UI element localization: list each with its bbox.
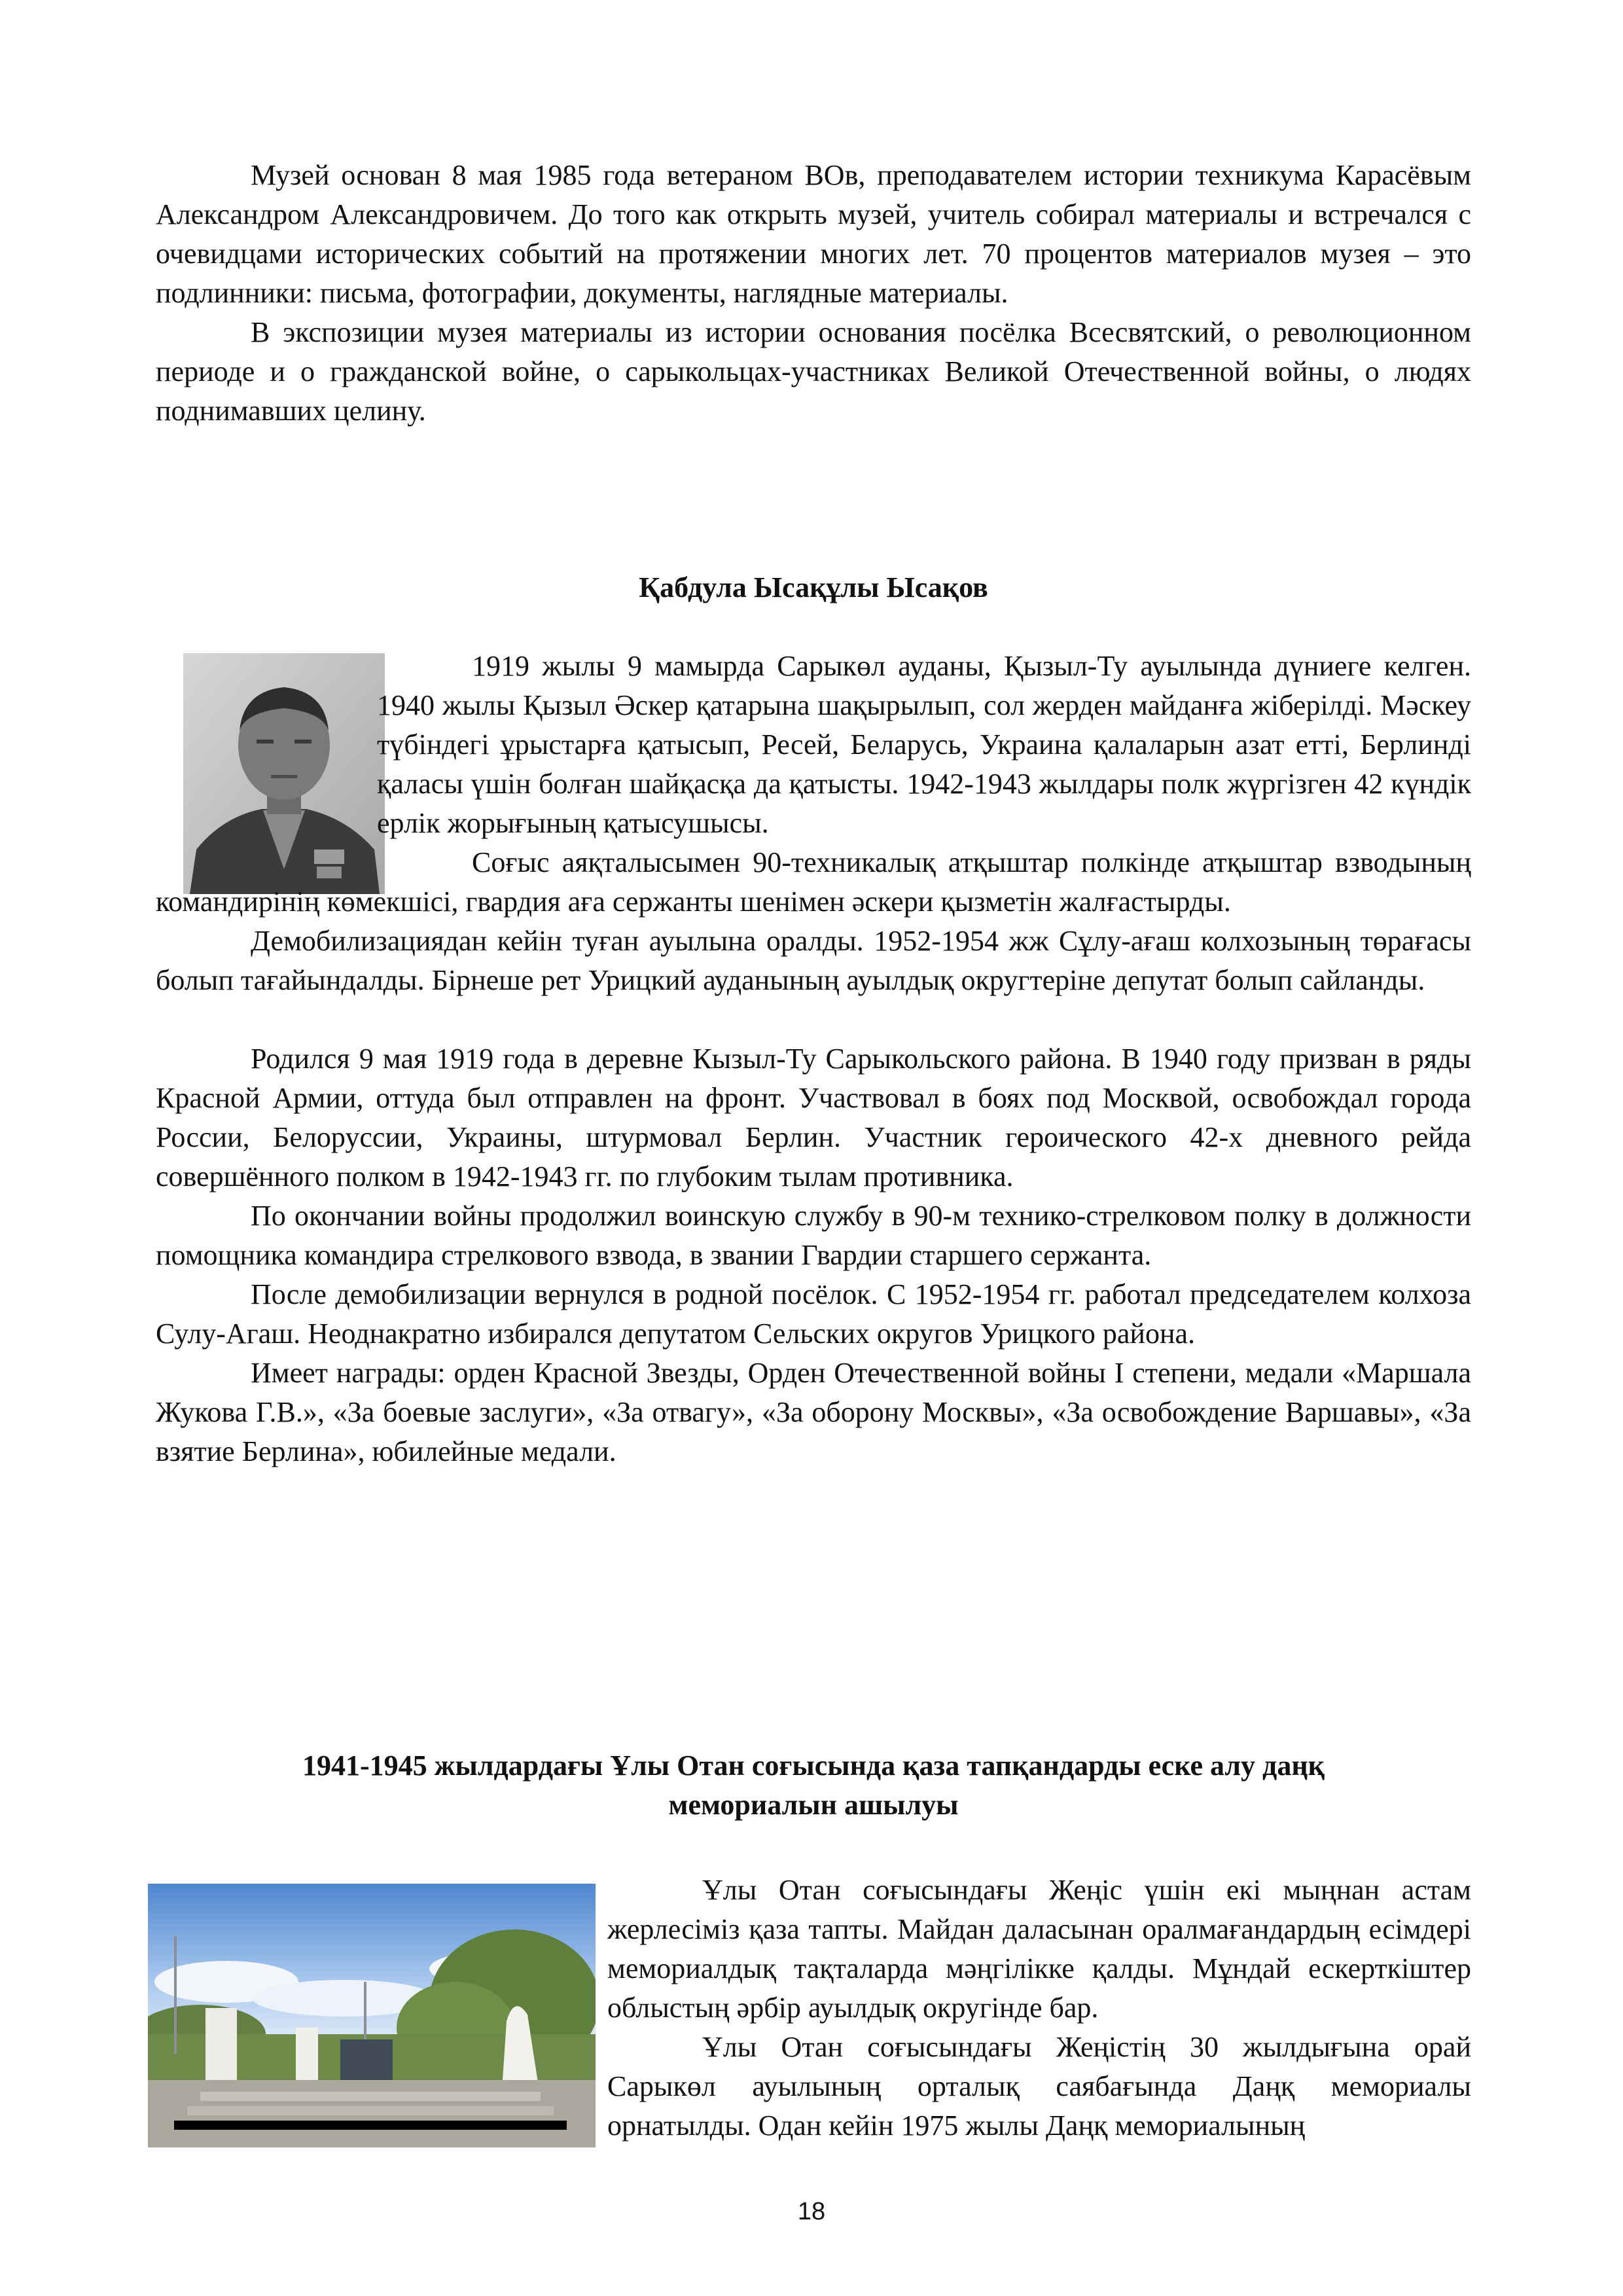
veteran-ru-paragraph-3: После демобилизации вернулся в родной посёлок. С 1952-1954 гг. работал председателем колхоза Сулу-Агаш. Неоднакратно избирался депутатом Сельских округов Урицкого района. xyxy=(156,1278,1471,1350)
veteran-kz-paragraph-1: 1919 жылы 9 мамырда Сарыкөл ауданы, Қызыл-Ту ауылында дүниеге келген. 1940 жылы Қызыл Әскер қатарына шақырылып, сол жерден майданға жіберілді. Мәскеу түбіндегі ұрыстарға қатысып, Ресей, Беларусь, Украина қалаларын азат етті, Берлинді қаласы үшін болған шайқасқа да қатысты. 1942-1943 жылдары полк жүргізген 42 күндік ерлік жорығының қатысушысы. xyxy=(377,650,1471,839)
portrait-wrap-space xyxy=(156,647,377,882)
memorial-paragraph-2: Ұлы Отан соғысындағы Жеңістің 30 жылдығына орай Сарыкөл ауылының орталық саябағында Даңқ мемориалы орнатылды. Одан кейін 1975 жылы Даңқ мемориалының xyxy=(607,2031,1471,2142)
memorial-wrap-space xyxy=(156,1871,607,2152)
memorial-title-line-1: 1941-1945 жылдардағы Ұлы Отан соғысында қаза тапқандарды еске алу даңқ xyxy=(302,1749,1325,1782)
veteran-ru-paragraph-2: По окончании войны продолжил воинскую службу в 90-м технико-стрелковом полку в должности помощника командира стрелкового взвода, в звании Гвардии старшего сержанта. xyxy=(156,1200,1471,1271)
veteran-title: Қабдула Ысақұлы Ысақов xyxy=(639,571,988,603)
memorial-heading-block xyxy=(156,1746,1471,1825)
paragraph-gap xyxy=(156,1000,1471,1039)
museum-paragraph-2: В экспозиции музея материалы из истории основания посёлка Всесвятский, о революционном периоде и о гражданской войне, о сарыкольцах-участниках Великой Отечественной войны, о людях поднимавших целину. xyxy=(156,316,1471,427)
museum-paragraph-1: Музей основан 8 мая 1985 года ветераном ВОв, преподавателем истории техникума Карасёвым Александром Александровичем. До того как открыть музей, учитель собирал материалы и встречался с очевидцами исторических событий на протяжении многих лет. 70 процентов материалов музея – это подлинники: письма, фотографии, документы, наглядные материалы. xyxy=(156,159,1471,309)
memorial-title-line-2: мемориалын ашылуы xyxy=(668,1789,959,1821)
memorial-text xyxy=(156,1871,1471,2152)
veteran-heading-block xyxy=(156,568,1471,607)
museum-section xyxy=(156,156,1471,431)
veteran-ru-paragraph-4: Имеет награды: орден Красной Звезды, Орден Отечественной войны I степени, медали «Маршала Жукова Г.В.», «За боевые заслуги», «За отвагу», «За оборону Москвы», «За освобождение Варшавы», «За взятие Берлина», юбилейные медали. xyxy=(156,1357,1471,1467)
page-number: 18 xyxy=(797,2198,826,2225)
veteran-kz-paragraph-3: Демобилизациядан кейін туған ауылына оралды. 1952-1954 жж Сұлу-ағаш колхозының төрағасы болып тағайындалды. Бірнеше рет Урицкий ауданының ауылдық округтеріне депутат болып сайланды. xyxy=(156,925,1471,996)
veteran-ru-paragraph-1: Родился 9 мая 1919 года в деревне Кызыл-Ту Сарыкольского района. В 1940 году призван в ряды Красной Армии, оттуда был отправлен на фронт. Участвовал в боях под Москвой, освобождал города России, Белоруссии, Украины, штурмовал Берлин. Участник героического 42-х дневного рейда совершённого полком в 1942-1943 гг. по глубоким тылам противника. xyxy=(156,1043,1471,1193)
veteran-biography xyxy=(156,647,1471,1471)
memorial-paragraph-1: Ұлы Отан соғысындағы Жеңіс үшін екі мыңнан астам жерлесіміз қаза тапты. Майдан даласынан оралмағандардың есімдері мемориалдық тақталарда мәңгілікке қалды. Мұндай ескерткіштер облыстың әрбір ауылдық округінде бар. xyxy=(607,1874,1471,2024)
veteran-kz-paragraph-2: Соғыс аяқталысымен 90-техникалық атқыштар полкінде атқыштар взводының командирінің көмекшісі, гвардия аға сержанты шенімен әскери қызметін жалғастырды. xyxy=(156,846,1471,918)
